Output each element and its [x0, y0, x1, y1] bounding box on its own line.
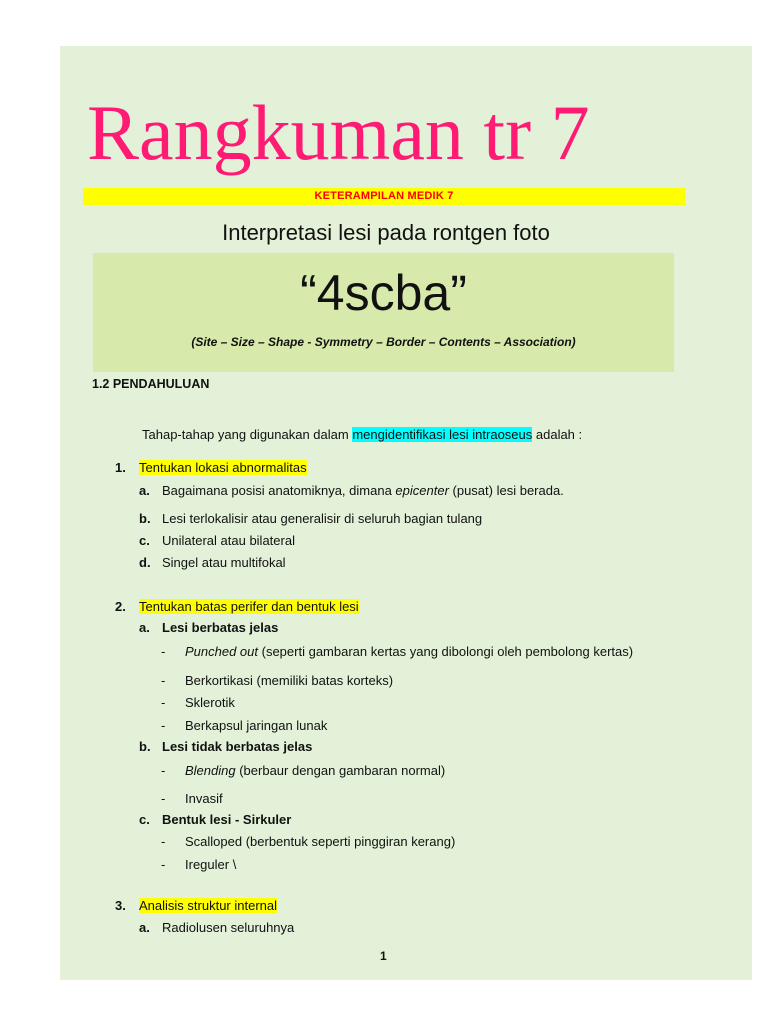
- dash-marker: -: [161, 791, 166, 806]
- step-label: [139, 897, 277, 915]
- item-marker: b.: [139, 511, 151, 526]
- item-marker: a.: [139, 620, 150, 635]
- acronym-box: [93, 253, 674, 372]
- item-text: (pusat) lesi berada.: [448, 483, 564, 498]
- item-marker: a.: [139, 920, 150, 935]
- list-item: Ireguler \: [185, 857, 237, 872]
- list-item: [185, 762, 445, 780]
- dash-marker: -: [161, 763, 166, 778]
- list-item: Unilateral atau bilateral: [162, 533, 295, 548]
- dash-marker: -: [161, 834, 166, 849]
- item-text: (berbaur dengan gambaran normal): [235, 763, 446, 778]
- item-italic: Punched out: [185, 644, 259, 659]
- list-item: [162, 482, 564, 500]
- item-text: (seperti gambaran kertas yang dibolongi oleh pembolong kertas): [258, 644, 634, 659]
- sub-heading: Bentuk lesi - Sirkuler: [162, 812, 292, 827]
- section-title: 1.2 PENDAHULUAN: [92, 377, 210, 391]
- sub-heading: Lesi tidak berbatas jelas: [162, 739, 313, 754]
- item-marker: b.: [139, 739, 151, 754]
- list-item: Berkortikasi (memiliki batas korteks): [185, 673, 394, 688]
- intro-line: [142, 426, 582, 444]
- item-italic: epicenter: [395, 483, 449, 498]
- dash-marker: -: [161, 695, 166, 710]
- list-item: [185, 643, 633, 661]
- document-title: Rangkuman tr 7: [87, 89, 590, 176]
- step-label: [139, 459, 307, 477]
- dash-marker: -: [161, 857, 166, 872]
- step-label-highlight: Analisis struktur internal: [139, 898, 277, 913]
- item-marker: d.: [139, 555, 151, 570]
- dash-marker: -: [161, 644, 166, 659]
- list-item: Radiolusen seluruhnya: [162, 920, 295, 935]
- section-heading: Interpretasi lesi pada rontgen foto: [222, 220, 550, 245]
- list-item: Lesi terlokalisir atau generalisir di seluruh bagian tulang: [162, 511, 483, 526]
- intro-before: Tahap-tahap yang digunakan dalam: [142, 427, 353, 442]
- intro-highlight: mengidentifikasi lesi intraoseus: [352, 427, 533, 442]
- intro-after: adalah :: [532, 427, 583, 442]
- list-item: Singel atau multifokal: [162, 555, 286, 570]
- list-item: Invasif: [185, 791, 223, 806]
- step-label-highlight: Tentukan batas perifer dan bentuk lesi: [139, 599, 359, 614]
- dash-marker: -: [161, 673, 166, 688]
- step-number: 3.: [115, 898, 126, 913]
- subtitle-text: KETERAMPILAN MEDIK 7: [314, 190, 454, 202]
- step-label: [139, 598, 359, 616]
- dash-marker: -: [161, 718, 166, 733]
- acronym-expansion: (Site – Size – Shape - Symmetry – Border – Contents – Association): [191, 335, 576, 349]
- step-number: 2.: [115, 599, 126, 614]
- item-marker: c.: [139, 812, 150, 827]
- subtitle-banner: [83, 188, 685, 205]
- step-label-highlight: Tentukan lokasi abnormalitas: [139, 460, 307, 475]
- acronym-text: “4scba”: [300, 265, 467, 321]
- list-item: Berkapsul jaringan lunak: [185, 718, 328, 733]
- list-item: Scalloped (berbentuk seperti pinggiran kerang): [185, 834, 456, 849]
- list-item: Sklerotik: [185, 695, 235, 710]
- item-italic: Blending: [185, 763, 236, 778]
- item-marker: a.: [139, 483, 150, 498]
- item-text: Bagaimana posisi anatomiknya, dimana: [162, 483, 396, 498]
- item-marker: c.: [139, 533, 150, 548]
- page-number: 1: [380, 949, 387, 963]
- step-number: 1.: [115, 460, 126, 475]
- sub-heading: Lesi berbatas jelas: [162, 620, 279, 635]
- document-page: [60, 46, 752, 980]
